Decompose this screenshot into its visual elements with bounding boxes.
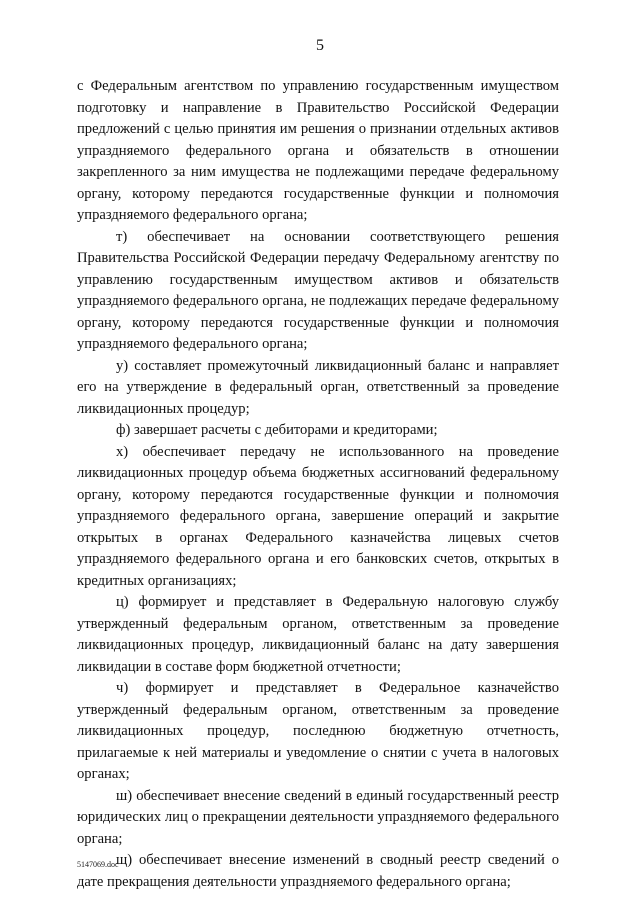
- paragraph-item-f: ф) завершает расчеты с дебиторами и кредиторами;: [116, 422, 438, 438]
- page-number: 5: [316, 37, 324, 54]
- paragraph-continuation: с Федеральным агентством по управлению государственным имуществом подготовку и направление в Правительство Российской Федерации предложений с целью принятия им решения о признании отдельных активов упраздняемого федерального органа и обязательств в отношении закрепленного за ним имущества не подлежащими передаче федеральному органу, которому передаются государственные функции и полномочия упраздняемого федерального органа;: [77, 78, 559, 223]
- paragraph-item-ts: ц) формирует и представляет в Федеральную налоговую службу утвержденный федеральным органом, ответственным за проведение ликвидационных процедур, ликвидационный баланс на дату завершения ликвидации в составе форм бюджетной отчетности;: [77, 594, 559, 675]
- paragraph-item-sh: ш) обеспечивает внесение сведений в единый государственный реестр юридических лиц о прекращении деятельности упраздняемого федерального органа;: [77, 787, 559, 847]
- paragraph-item-shch: щ) обеспечивает внесение изменений в сводный реестр сведений о дате прекращения деятельности упраздняемого федерального органа;: [77, 852, 559, 890]
- paragraph-item-t: т) обеспечивает на основании соответствующего решения Правительства Российской Федерации передачу Федеральному агентству по управлению государственным имуществом активов и обязательств упраздняемого федерального органа, не подлежащих передаче федеральному органу, которому передаются государственные функции и полномочия упраздняемого федерального органа;: [77, 228, 559, 352]
- document-footer-code: 5147069.doc: [77, 860, 119, 869]
- paragraph-item-kh: х) обеспечивает передачу не использованного на проведение ликвидационных процедур объема бюджетных ассигнований федеральному органу, которому передаются государственные функции и полномочия упраздняемого федерального органа, завершение операций и закрытие открытых в органах Федерального казначейства лицевых счетов упраздняемого федерального органа и его банковских счетов, открытых в кредитных организациях;: [77, 443, 559, 589]
- paragraph-item-u: у) составляет промежуточный ликвидационный баланс и направляет его на утверждение в федеральный орган, ответственный за проведение ликвидационных процедур;: [77, 357, 559, 417]
- paragraph-item-ch: ч) формирует и представляет в Федеральное казначейство утвержденный федеральным органом, ответственным за проведение ликвидационных процедур, последнюю бюджетную отчетность, прилагаемые к ней материалы и уведомление о снятии с учета в налоговых органах;: [77, 680, 559, 782]
- document-body: [77, 76, 559, 893]
